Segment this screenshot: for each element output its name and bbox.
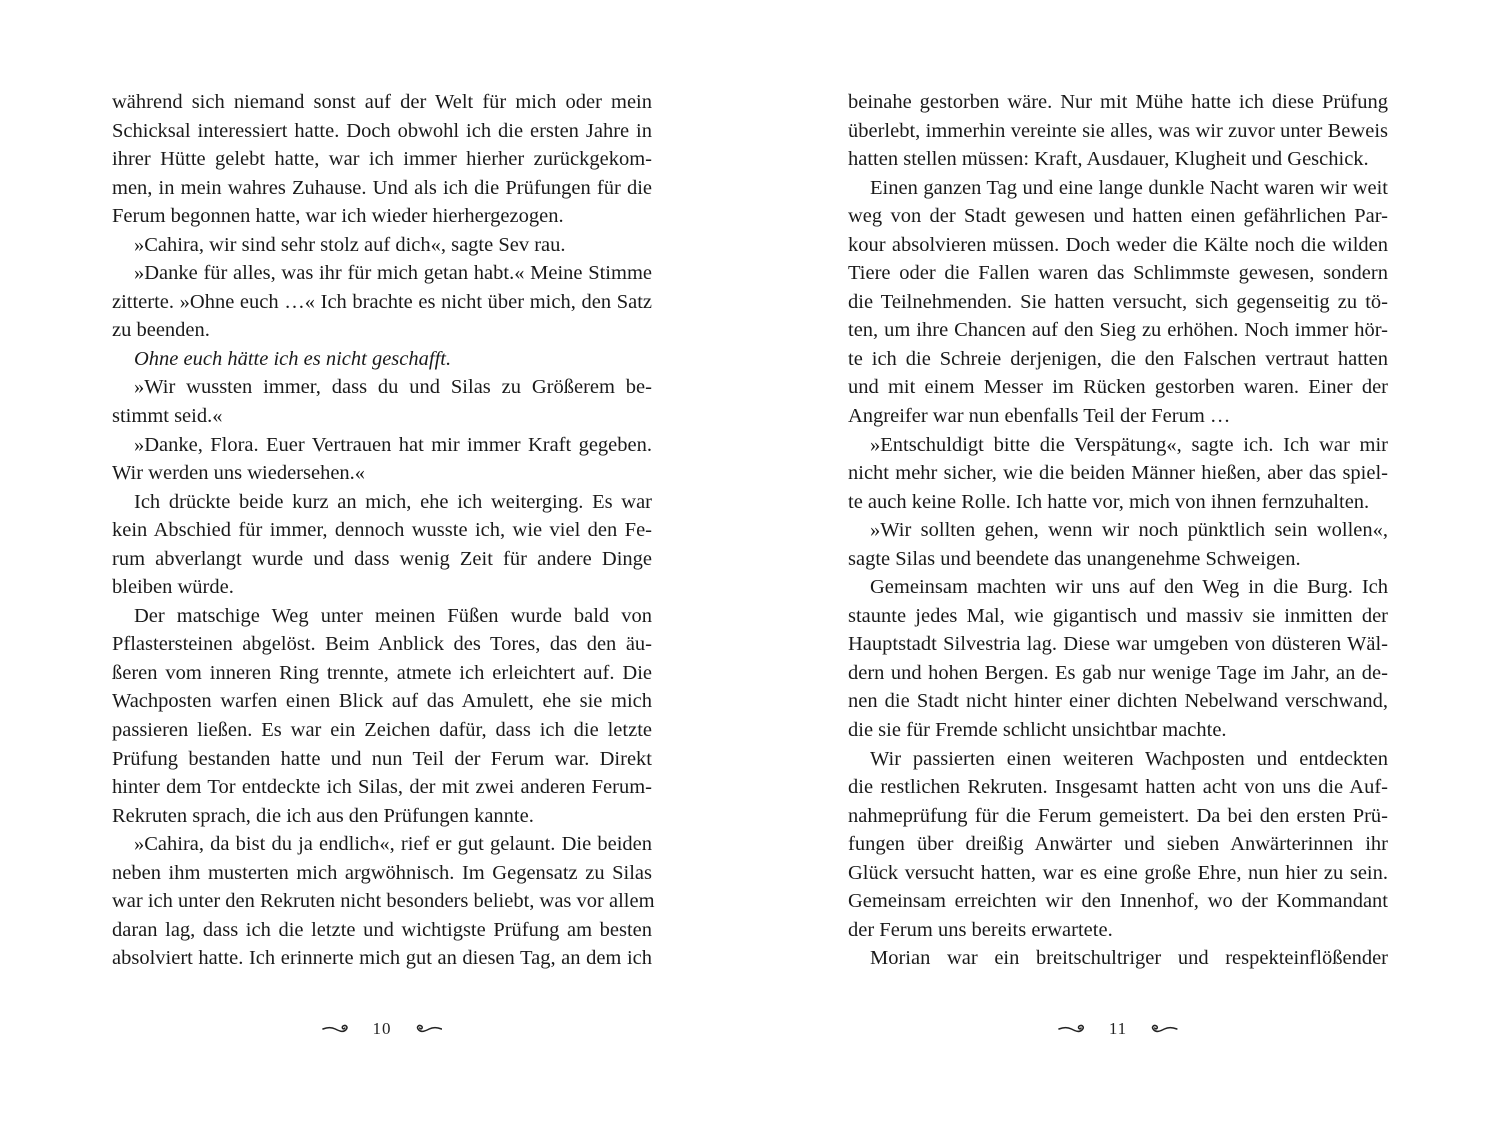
text-line: kour absolvieren müssen. Doch weder die Kälte noch die wilden (848, 233, 1388, 256)
swirl-right-icon (414, 1022, 443, 1036)
text-line: rum abverlangt wurde und dass wenig Zeit für andere Dinge (112, 547, 652, 570)
text-line: und mit einem Messer im Rücken gestorben waren. Einer der (848, 376, 1388, 399)
text-line: absolviert hatte. Ich erinnerte mich gut an diesen Tag, an dem ich (112, 947, 652, 970)
text-line: beinahe gestorben wäre. Nur mit Mühe hatte ich diese Prüfung (848, 91, 1388, 113)
page-number-left (322, 1016, 442, 1042)
text-line: kein Abschied für immer, dennoch wusste ich, wie viel den Fe- (112, 519, 652, 542)
text-line: Glück versucht hatten, war es eine große Ehre, nun hier zu sein. (848, 861, 1388, 884)
text-line: Pflastersteinen abgelöst. Beim Anblick des Tores, das den äu- (112, 633, 652, 656)
text-line: »Danke für alles, was ihr für mich getan habt.« Meine Stimme (134, 262, 652, 285)
swirl-right-icon (1149, 1022, 1178, 1036)
text-line: »Entschuldigt bitte die Verspätung«, sagte ich. Ich war mir (870, 433, 1388, 456)
text-line: Prüfung bestanden hatte und nun Teil der Ferum war. Direkt (112, 747, 652, 770)
text-line: dern und hohen Bergen. Es gab nur wenige Tage im Jahr, an de- (848, 661, 1388, 684)
text-line: ßeren vom inneren Ring trennte, atmete ich erleichtert auf. Die (112, 661, 652, 684)
text-line: Angreifer war nun ebenfalls Teil der Ferum … (848, 405, 1231, 428)
text-line: sagte Silas und beendete das unangenehme Schweigen. (848, 547, 1301, 570)
text-line: der Ferum uns bereits erwartete. (848, 918, 1113, 941)
page-number: 11 (1108, 1019, 1128, 1038)
text-line: Schicksal interessiert hatte. Doch obwohl ich die ersten Jahre in (112, 119, 652, 142)
text-line: nen die Stadt nicht hinter einer dichten Nebelwand verschwand, (848, 690, 1388, 713)
text-line: Ich drückte beide kurz an mich, ehe ich weiterging. Es war (134, 490, 652, 513)
text-line: ten, um ihre Chancen auf den Sieg zu erhöhen. Noch immer hör- (848, 319, 1388, 342)
text-line: nicht mehr sicher, wie die beiden Männer hießen, aber das spiel- (848, 462, 1388, 485)
text-line: Wir passierten einen weiteren Wachposten und entdeckten (870, 747, 1388, 770)
right-page (848, 88, 1388, 973)
text-line: »Wir wussten immer, dass du und Silas zu Größerem be- (134, 376, 652, 399)
text-line: zu beenden. (112, 319, 210, 342)
page-number-right (1058, 1016, 1178, 1042)
text-line: die Teilnehmenden. Sie hatten versucht, sich gegenseitig zu tö- (848, 290, 1388, 313)
page-number: 10 (372, 1019, 392, 1038)
text-line: Gemeinsam machten wir uns auf den Weg in die Burg. Ich (870, 576, 1388, 599)
text-line: fungen über dreißig Anwärter und sieben Anwärterinnen ihr (848, 833, 1388, 856)
text-line: »Cahira, da bist du ja endlich«, rief er gut gelaunt. Die beiden (134, 833, 652, 856)
text-line: te auch keine Rolle. Ich hatte vor, mich von ihnen fernzuhalten. (848, 490, 1370, 513)
text-line: »Danke, Flora. Euer Vertrauen hat mir immer Kraft gegeben. (134, 433, 652, 456)
text-line: te ich die Schreie derjenigen, die den Falschen vertraut hatten (848, 347, 1388, 370)
text-line: hinter dem Tor entdeckte ich Silas, der mit zwei anderen Ferum- (112, 776, 652, 799)
text-line: Rekruten sprach, die ich aus den Prüfungen kannte. (112, 804, 534, 827)
text-line: Ohne euch hätte ich es nicht geschafft. (134, 347, 452, 370)
text-line: Ferum begonnen hatte, war ich wieder hierhergezogen. (112, 205, 564, 228)
text-line: Morian war ein breitschultriger und respekteinflößender (870, 947, 1388, 970)
text-line: die sie für Fremde schlicht unsichtbar machte. (848, 719, 1227, 742)
text-line: zitterte. »Ohne euch …« Ich brachte es nicht über mich, den Satz (112, 290, 652, 313)
text-line: Tiere oder die Fallen waren das Schlimmste gewesen, sondern (848, 262, 1388, 285)
text-line: stimmt seid.« (112, 405, 223, 428)
text-line: Wir werden uns wiedersehen.« (112, 462, 366, 485)
text-line: ihrer Hütte gelebt hatte, war ich immer hierher zurückgekom- (112, 148, 652, 171)
swirl-left-icon (322, 1022, 351, 1036)
text-line: nahmeprüfung für die Ferum gemeistert. Da bei den ersten Prü- (848, 804, 1388, 827)
text-line: »Wir sollten gehen, wenn wir noch pünktlich sein wollen«, (870, 519, 1388, 542)
text-line: Gemeinsam erreichten wir den Innenhof, wo der Kommandant (848, 890, 1388, 913)
text-line: men, in mein wahres Zuhause. Und als ich die Prüfungen für die (112, 176, 652, 199)
text-line: staunte jedes Mal, wie gigantisch und massiv sie inmitten der (848, 604, 1388, 627)
text-line: überlebt, immerhin vereinte sie alles, was wir zuvor unter Beweis (848, 119, 1388, 142)
text-line: neben ihm musterten mich argwöhnisch. Im Gegensatz zu Silas (112, 861, 652, 884)
text-line: Einen ganzen Tag und eine lange dunkle Nacht waren wir weit (870, 176, 1388, 199)
text-line: Der matschige Weg unter meinen Füßen wurde bald von (134, 604, 652, 627)
text-line: passieren ließen. Es war ein Zeichen dafür, dass ich die letzte (112, 719, 652, 742)
text-line: daran lag, dass ich die letzte und wichtigste Prüfung am besten (112, 918, 652, 941)
text-line: war ich unter den Rekruten nicht besonders beliebt, was vor allem (112, 890, 655, 913)
text-line: Hauptstadt Silvestria lag. Diese war umgeben von düsteren Wäl- (848, 633, 1388, 656)
swirl-left-icon (1058, 1022, 1087, 1036)
text-line: Wachposten warfen einen Blick auf das Amulett, ehe sie mich (112, 690, 652, 713)
text-line: die restlichen Rekruten. Insgesamt hatten acht von uns die Auf- (848, 776, 1388, 799)
text-line: »Cahira, wir sind sehr stolz auf dich«, sagte Sev rau. (134, 233, 566, 256)
left-page (112, 88, 655, 973)
text-line: während sich niemand sonst auf der Welt für mich oder mein (112, 91, 652, 113)
text-line: weg von der Stadt gewesen und hatten einen gefährlichen Par- (848, 205, 1388, 228)
text-line: hatten stellen müssen: Kraft, Ausdauer, Klugheit und Geschick. (848, 148, 1369, 171)
text-line: bleiben würde. (112, 576, 234, 599)
